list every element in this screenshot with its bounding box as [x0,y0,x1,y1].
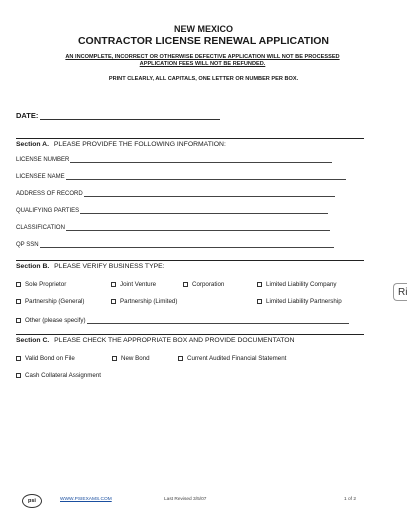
field-label: CLASSIFICATION [16,225,65,231]
footer [16,490,364,510]
option-label: New Bond [121,355,150,362]
option-financial-statement[interactable] [178,355,286,362]
checkbox[interactable] [183,282,188,287]
option-label: Sole Proprietor [25,281,67,288]
field-line[interactable] [40,241,334,248]
checkbox[interactable] [111,282,116,287]
state-heading: NEW MEXICO [173,24,233,34]
section-c-header [16,334,364,344]
option-valid-bond[interactable] [16,355,75,362]
section-b-header [16,260,364,270]
section-b-name: Section B. [16,263,50,270]
footer-revised: Last Revised 3/5/07 [164,497,207,502]
option-sole-proprietor[interactable] [16,281,66,288]
field-label: LICENSE NUMBER [16,157,70,163]
date-row [16,111,220,120]
option-llp[interactable] [257,298,342,305]
checkbox[interactable] [16,318,21,323]
footer-page-number: 1 of 2 [344,497,357,502]
field-line[interactable] [84,190,335,197]
section-b-text: PLEASE VERIFY BUSINESS TYPE: [54,263,165,270]
field-label: QUALIFYING PARTIES [16,208,80,214]
section-c-name: Section C. [16,337,50,344]
section-a-header [16,138,364,148]
print-instruction: PRINT CLEARLY, ALL CAPITALS, ONE LETTER OR NUMBER PER BOX. [108,76,299,82]
section-a-name: Section A. [16,141,49,148]
field-label: ADDRESS OF RECORD [16,191,83,197]
license-number-field[interactable] [16,156,332,163]
other-specify-line[interactable] [87,317,349,324]
date-field[interactable] [40,111,220,120]
field-line[interactable] [66,173,346,180]
warning-line-2: APPLICATION FEES WILL NOT BE REFUNDED. [139,61,266,67]
section-a-text: PLEASE PROVIDFE THE FOLLOWING INFORMATION: [53,141,226,148]
option-label: Corporation [192,281,225,288]
warning-line-1: AN INCOMPLETE, INCORRECT OR OTHERWISE DEFECTIVE APPLICATION WILL NOT BE PROCESSED [65,54,340,60]
logo-text: psi [28,498,36,504]
option-label: Partnership (General) [25,298,85,305]
warning-notice [40,54,365,68]
option-label: Joint Venture [120,281,157,288]
checkbox[interactable] [178,356,183,361]
option-partnership-general[interactable] [16,298,85,305]
option-corporation[interactable] [183,281,224,288]
checkbox[interactable] [16,373,21,378]
address-of-record-field[interactable] [16,190,335,197]
option-label: Other (please specify) [25,317,86,324]
section-c-text: PLEASE CHECK THE APPROPRIATE BOX AND PROVIDE DOCUMENTATON [54,337,295,344]
option-cash-collateral[interactable] [16,372,101,379]
psi-logo [22,494,42,508]
licensee-name-field[interactable] [16,173,346,180]
classification-field[interactable] [16,224,330,231]
option-new-bond[interactable] [112,355,150,362]
field-line[interactable] [66,224,330,231]
option-label: Cash Collateral Assignment [25,372,102,379]
checkbox[interactable] [111,299,116,304]
form-title: CONTRACTOR LICENSE RENEWAL APPLICATION [77,35,330,47]
side-tab-label: Ri [398,286,407,298]
field-line[interactable] [80,207,328,214]
side-tab[interactable] [393,283,407,301]
option-label: Partnership (Limited) [120,298,178,305]
date-label: DATE: [16,111,39,120]
option-label: Limited Liability Company [266,281,337,288]
option-label: Current Audited Financial Statement [187,355,287,362]
checkbox[interactable] [16,299,21,304]
option-other[interactable] [16,317,349,324]
checkbox[interactable] [16,356,21,361]
checkbox[interactable] [257,282,262,287]
checkbox[interactable] [16,282,21,287]
option-label: Valid Bond on File [25,355,75,362]
footer-link[interactable]: WWW.PSIEXAMS.COM [60,497,112,502]
field-label: QP SSN [16,242,39,248]
checkbox[interactable] [112,356,117,361]
option-partnership-limited[interactable] [111,298,177,305]
qualifying-parties-field[interactable] [16,207,328,214]
checkbox[interactable] [257,299,262,304]
option-label: Limited Liability Partnership [266,298,342,305]
field-line[interactable] [70,156,332,163]
option-joint-venture[interactable] [111,281,156,288]
option-llc[interactable] [257,281,337,288]
field-label: LICENSEE NAME [16,174,65,180]
qp-ssn-field[interactable] [16,241,334,248]
